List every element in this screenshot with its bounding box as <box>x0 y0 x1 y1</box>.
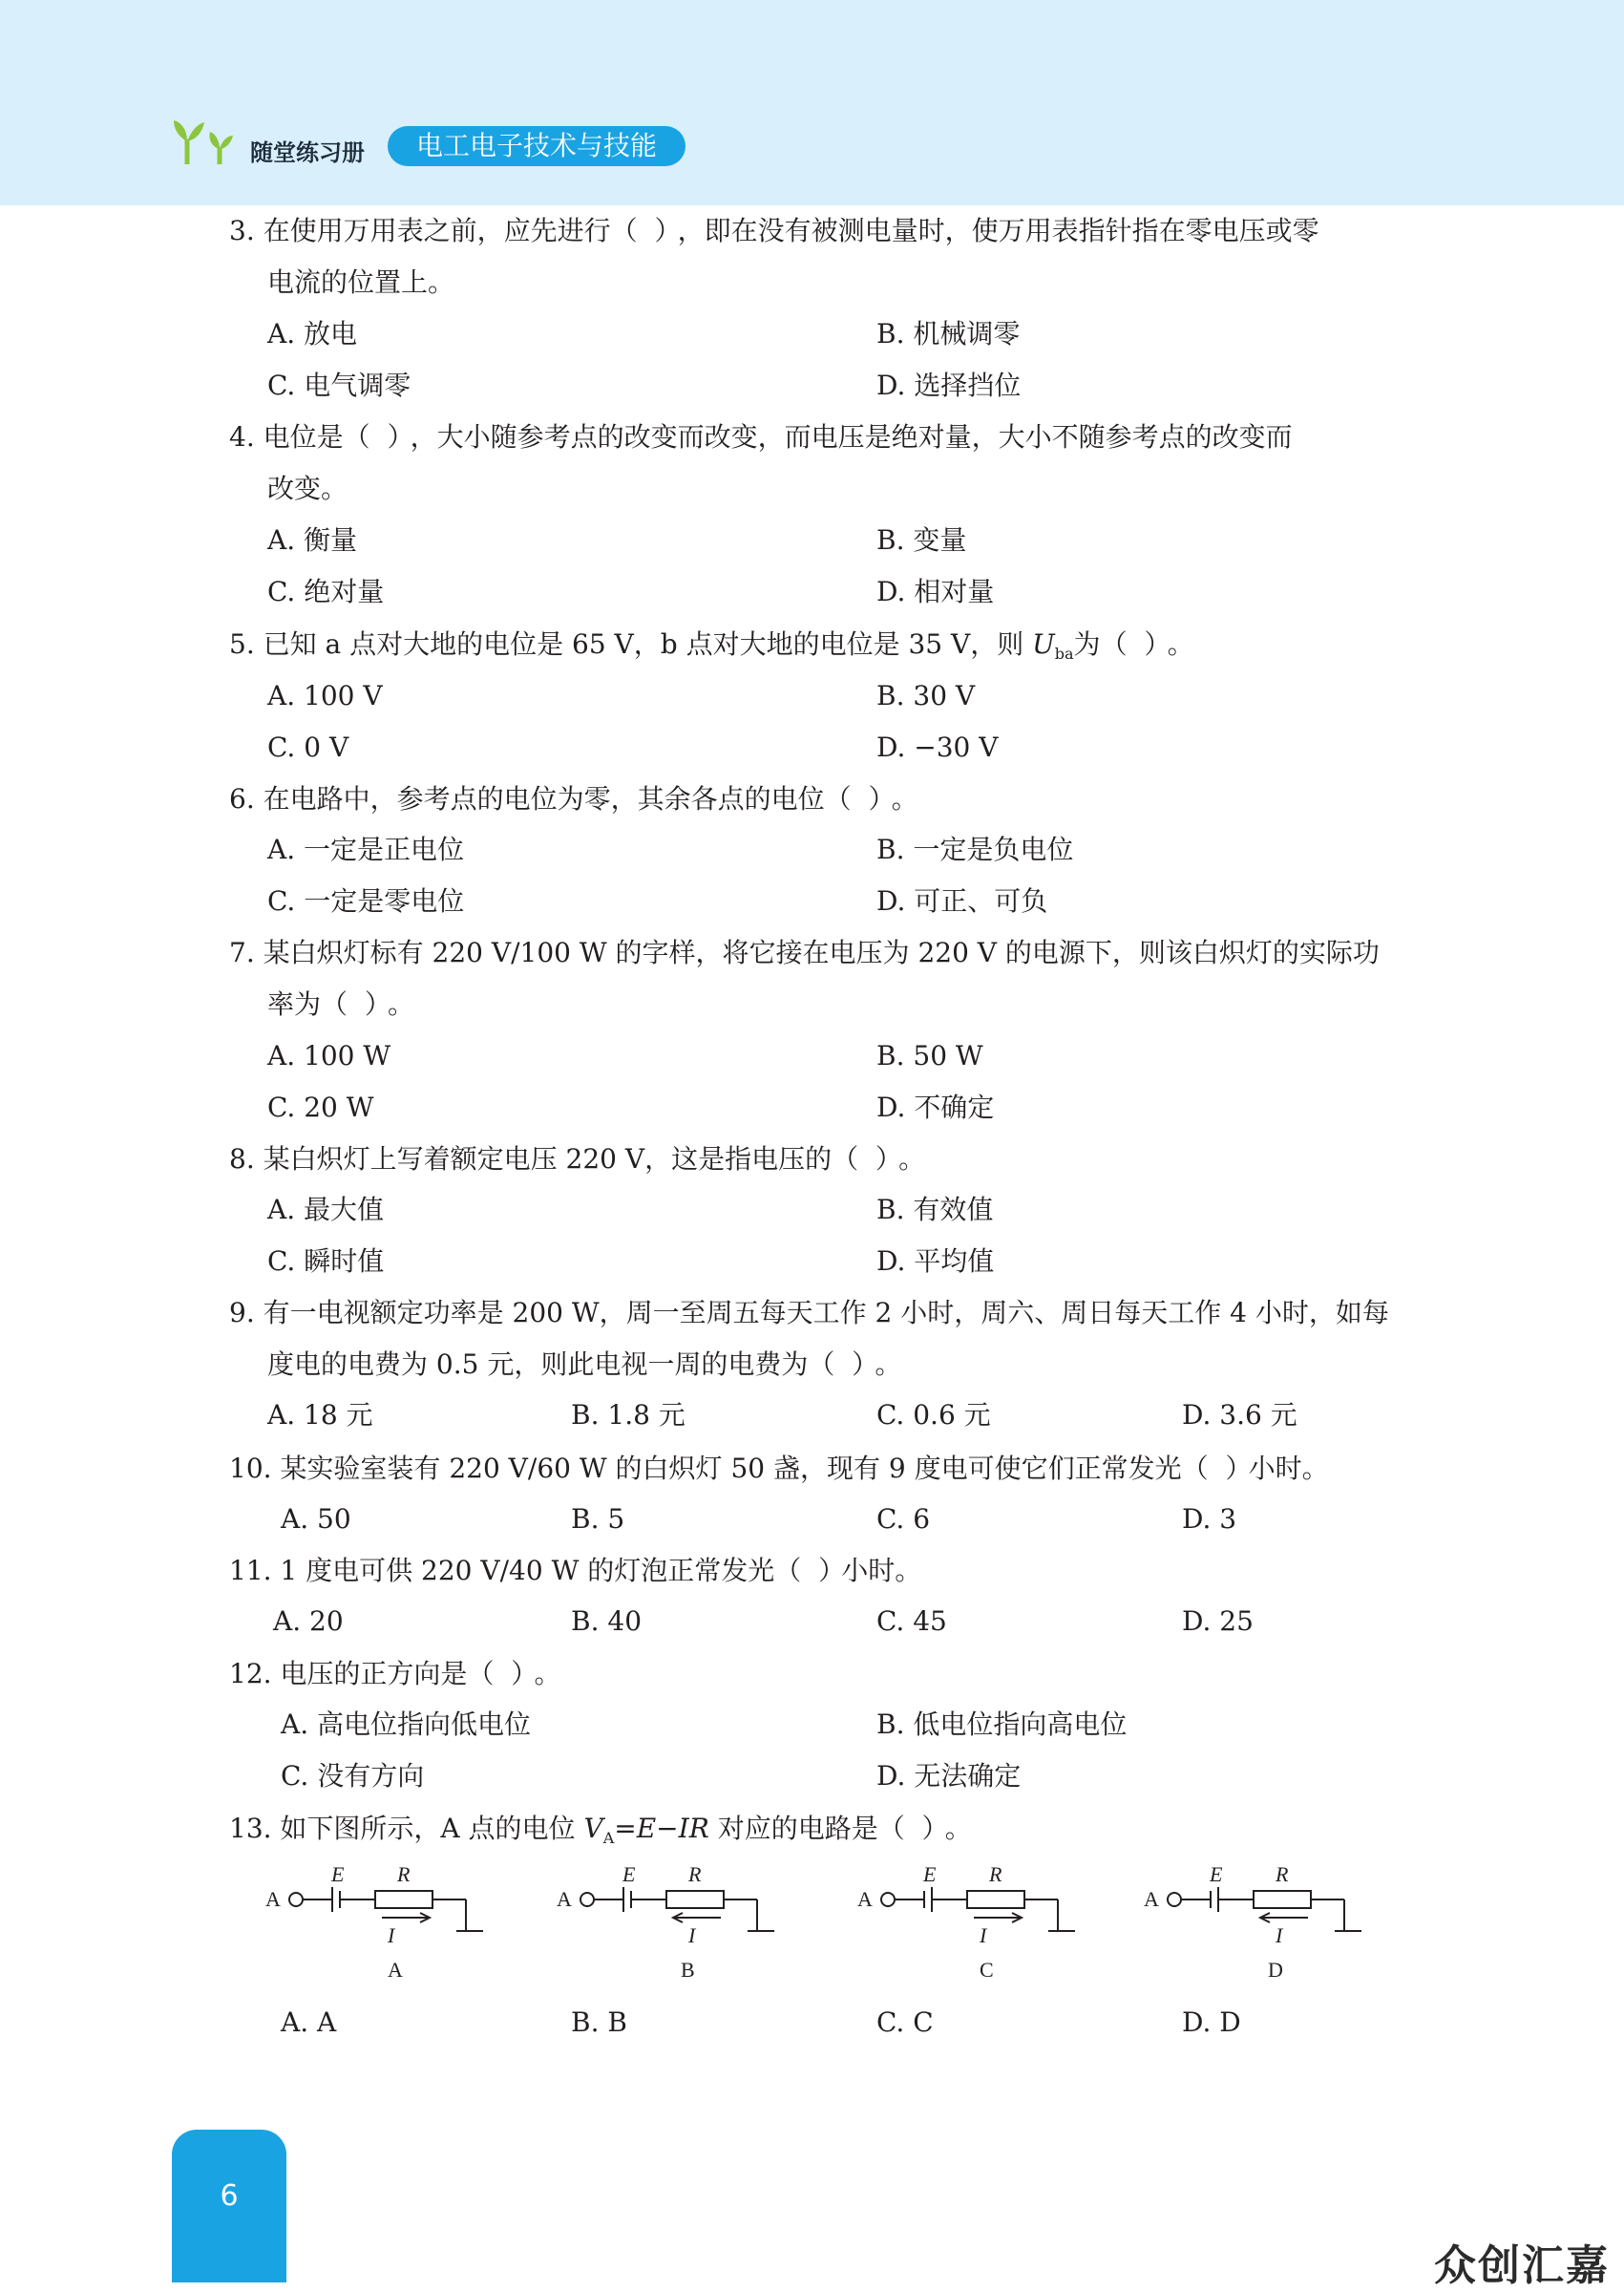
question-text: 。 <box>534 1658 561 1689</box>
node-label: A <box>857 1887 873 1911</box>
paren-open: （ <box>1181 1453 1209 1484</box>
variable-subscript: A <box>602 1829 615 1847</box>
question-text: 。 <box>891 783 918 815</box>
paren-open: （ <box>824 783 852 815</box>
circuit-diagrams <box>246 1853 1392 1996</box>
equals-sign: = <box>614 1813 637 1844</box>
paren-open: （ <box>832 1143 859 1175</box>
paren-open: （ <box>343 421 370 453</box>
question-8 <box>229 1134 925 1185</box>
option-a: A. 一定是正电位 <box>267 834 465 865</box>
circuit-caption: B <box>681 1958 695 1982</box>
paren-close: ） <box>868 783 896 815</box>
formula: E−IR <box>636 1813 709 1844</box>
paren-close: ） <box>875 1143 902 1175</box>
option-d: D. D <box>1182 2006 1241 2038</box>
option-b: B. 变量 <box>876 524 967 556</box>
option-a: A. 高电位指向低电位 <box>281 1708 532 1740</box>
paren-close: ） <box>818 1555 846 1586</box>
circuit-caption: D <box>1268 1958 1283 1982</box>
option-c: C. 一定是零电位 <box>267 885 465 917</box>
option-b: B. 30 V <box>876 680 976 711</box>
question-7 <box>229 927 1380 1030</box>
question-text: ，大小随参考点的改变而改变，而电压是绝对量，大小不随参考点的改变而 <box>410 421 1293 453</box>
paren-open: （ <box>321 988 348 1020</box>
option-a: A. 最大值 <box>267 1194 385 1225</box>
option-c: C. C <box>876 2006 934 2038</box>
current-label: I <box>388 1923 395 1947</box>
question-9 <box>229 1287 1389 1390</box>
paren-close: ） <box>511 1658 538 1689</box>
question-10 <box>229 1443 1329 1495</box>
option-a: A. 放电 <box>267 318 358 350</box>
option-d: D. 平均值 <box>876 1245 995 1277</box>
question-text: 10. 某实验室装有 220 V/60 W 的白炽灯 50 盏，现有 9 度电可使它们正常发光 <box>229 1453 1182 1484</box>
question-text-cont: 度电的电费为 0.5 元，则此电视一周的电费为 <box>267 1348 809 1380</box>
question-11 <box>229 1545 921 1597</box>
question-text: 13. 如下图所示，A 点的电位 <box>229 1813 576 1844</box>
option-a: A. 50 <box>281 1503 351 1535</box>
emf-label: E <box>1210 1862 1223 1886</box>
question-text: 小时。 <box>1248 1453 1329 1484</box>
option-a: A. A <box>281 2006 337 2038</box>
question-text: 为 <box>1073 628 1101 660</box>
current-label: I <box>980 1923 987 1947</box>
variable-subscript: ba <box>1054 645 1074 663</box>
question-text: 12. 电压的正方向是 <box>229 1658 468 1689</box>
question-text: 6. 在电路中，参考点的电位为零，其余各点的电位 <box>229 783 825 815</box>
subject-title: 电工电子技术与技能 <box>388 126 685 166</box>
circuit-caption: C <box>980 1958 994 1982</box>
question-text-cont: 率为 <box>267 988 322 1020</box>
paren-close: ） <box>387 421 414 453</box>
paren-open: （ <box>467 1658 495 1689</box>
question-4 <box>229 412 1293 515</box>
option-b: B. 5 <box>571 1503 625 1535</box>
question-text-cont: 。 <box>388 988 415 1020</box>
resistor-label: R <box>1276 1862 1289 1886</box>
option-b: B. 机械调零 <box>876 318 1021 350</box>
option-d: D. −30 V <box>876 732 999 763</box>
resistor-label: R <box>688 1862 702 1886</box>
option-d: D. 3.6 元 <box>1182 1399 1297 1431</box>
option-b: B. 50 W <box>876 1040 983 1072</box>
current-label: I <box>688 1923 696 1947</box>
paren-close: ） <box>654 215 682 246</box>
header-wave <box>0 172 1624 210</box>
book-title: 随堂练习册 <box>250 139 365 166</box>
emf-label: E <box>622 1862 636 1886</box>
question-text: 7. 某白炽灯标有 220 V/100 W 的字样，将它接在电压为 220 V 的电源下，则该白炽灯的实际功 <box>229 937 1380 968</box>
question-3 <box>229 205 1319 308</box>
question-text: 4. 电位是 <box>229 421 344 453</box>
question-text: 5. 已知 a 点对大地的电位是 65 V，b 点对大地的电位是 35 V，则 <box>229 628 1024 660</box>
option-b: B. 40 <box>571 1605 643 1637</box>
watermark: 众创汇嘉 <box>1434 2241 1610 2290</box>
question-text-cont: 。 <box>875 1348 902 1380</box>
paren-close: ） <box>1225 1453 1253 1484</box>
circuit-a <box>265 1862 483 1982</box>
option-b: B. 有效值 <box>876 1194 994 1225</box>
node-label: A <box>1144 1887 1159 1911</box>
question-text: 小时。 <box>841 1555 922 1586</box>
resistor-label: R <box>989 1862 1002 1886</box>
question-text: 8. 某白炽灯上写着额定电压 220 V，这是指电压的 <box>229 1143 833 1175</box>
option-b: B. 1.8 元 <box>571 1399 685 1431</box>
option-c: C. 20 W <box>267 1092 374 1123</box>
question-text: ，即在没有被测电量时，使万用表指针指在零电压或零 <box>677 215 1319 246</box>
paren-close: ） <box>364 988 391 1020</box>
option-d: D. 可正、可负 <box>876 885 1048 917</box>
page-number: 6 <box>220 2179 239 2213</box>
option-c: C. 45 <box>876 1605 947 1637</box>
option-b: B. B <box>571 2006 627 2038</box>
current-label: I <box>1276 1923 1283 1947</box>
question-text-cont: 改变。 <box>267 473 348 504</box>
paren-close: ） <box>921 1813 949 1844</box>
question-6 <box>229 774 918 825</box>
variable-u: U <box>1032 628 1055 660</box>
option-a: A. 100 V <box>267 680 383 711</box>
question-text: 11. 1 度电可供 220 V/40 W 的灯泡正常发光 <box>229 1555 775 1586</box>
question-text: 对应的电路是 <box>717 1813 878 1844</box>
question-text: 。 <box>898 1143 926 1175</box>
option-d: D. 选择挡位 <box>876 370 1022 401</box>
question-text: 。 <box>1167 628 1194 660</box>
paren-open: （ <box>877 1813 905 1844</box>
option-d: D. 相对量 <box>876 576 995 607</box>
emf-label: E <box>923 1862 937 1886</box>
option-c: C. 瞬时值 <box>267 1245 385 1277</box>
circuit-caption: A <box>388 1958 403 1982</box>
question-text: 9. 有一电视额定功率是 200 W，周一至周五每天工作 2 小时，周六、周日每天工作 4 小时，如每 <box>229 1297 1389 1328</box>
option-d: D. 25 <box>1182 1605 1254 1637</box>
option-b: B. 一定是负电位 <box>876 834 1074 865</box>
paren-close: ） <box>852 1348 879 1380</box>
option-d: D. 不确定 <box>876 1092 995 1123</box>
option-c: C. 0.6 元 <box>876 1399 991 1431</box>
variable-v: V <box>583 1813 603 1844</box>
option-d: D. 无法确定 <box>876 1760 1022 1792</box>
paren-open: （ <box>808 1348 835 1380</box>
circuit-b <box>557 1862 774 1982</box>
question-text: 。 <box>944 1813 972 1844</box>
paren-open: （ <box>774 1555 802 1586</box>
paren-open: （ <box>1100 628 1128 660</box>
option-b: B. 低电位指向高电位 <box>876 1708 1128 1740</box>
question-text-cont: 电流的位置上。 <box>267 266 455 298</box>
paren-open: （ <box>610 215 638 246</box>
option-c: C. 6 <box>876 1503 931 1535</box>
node-label: A <box>265 1887 281 1911</box>
option-a: A. 18 元 <box>267 1399 373 1431</box>
circuit-c <box>857 1862 1075 1982</box>
resistor-label: R <box>397 1862 411 1886</box>
option-a: A. 20 <box>273 1605 344 1637</box>
node-label: A <box>557 1887 572 1911</box>
emf-label: E <box>331 1862 345 1886</box>
circuit-d <box>1144 1862 1361 1982</box>
option-c: C. 没有方向 <box>281 1760 425 1792</box>
question-5 <box>229 619 1194 680</box>
question-text: 3. 在使用万用表之前，应先进行 <box>229 215 611 246</box>
option-a: A. 100 W <box>267 1040 391 1072</box>
option-c: C. 绝对量 <box>267 576 385 607</box>
sprout-logo-icon <box>170 113 237 166</box>
option-d: D. 3 <box>1182 1503 1237 1535</box>
question-12 <box>229 1648 560 1700</box>
option-a: A. 衡量 <box>267 524 358 556</box>
paren-close: ） <box>1144 628 1171 660</box>
option-c: C. 电气调零 <box>267 370 411 401</box>
option-c: C. 0 V <box>267 732 349 763</box>
